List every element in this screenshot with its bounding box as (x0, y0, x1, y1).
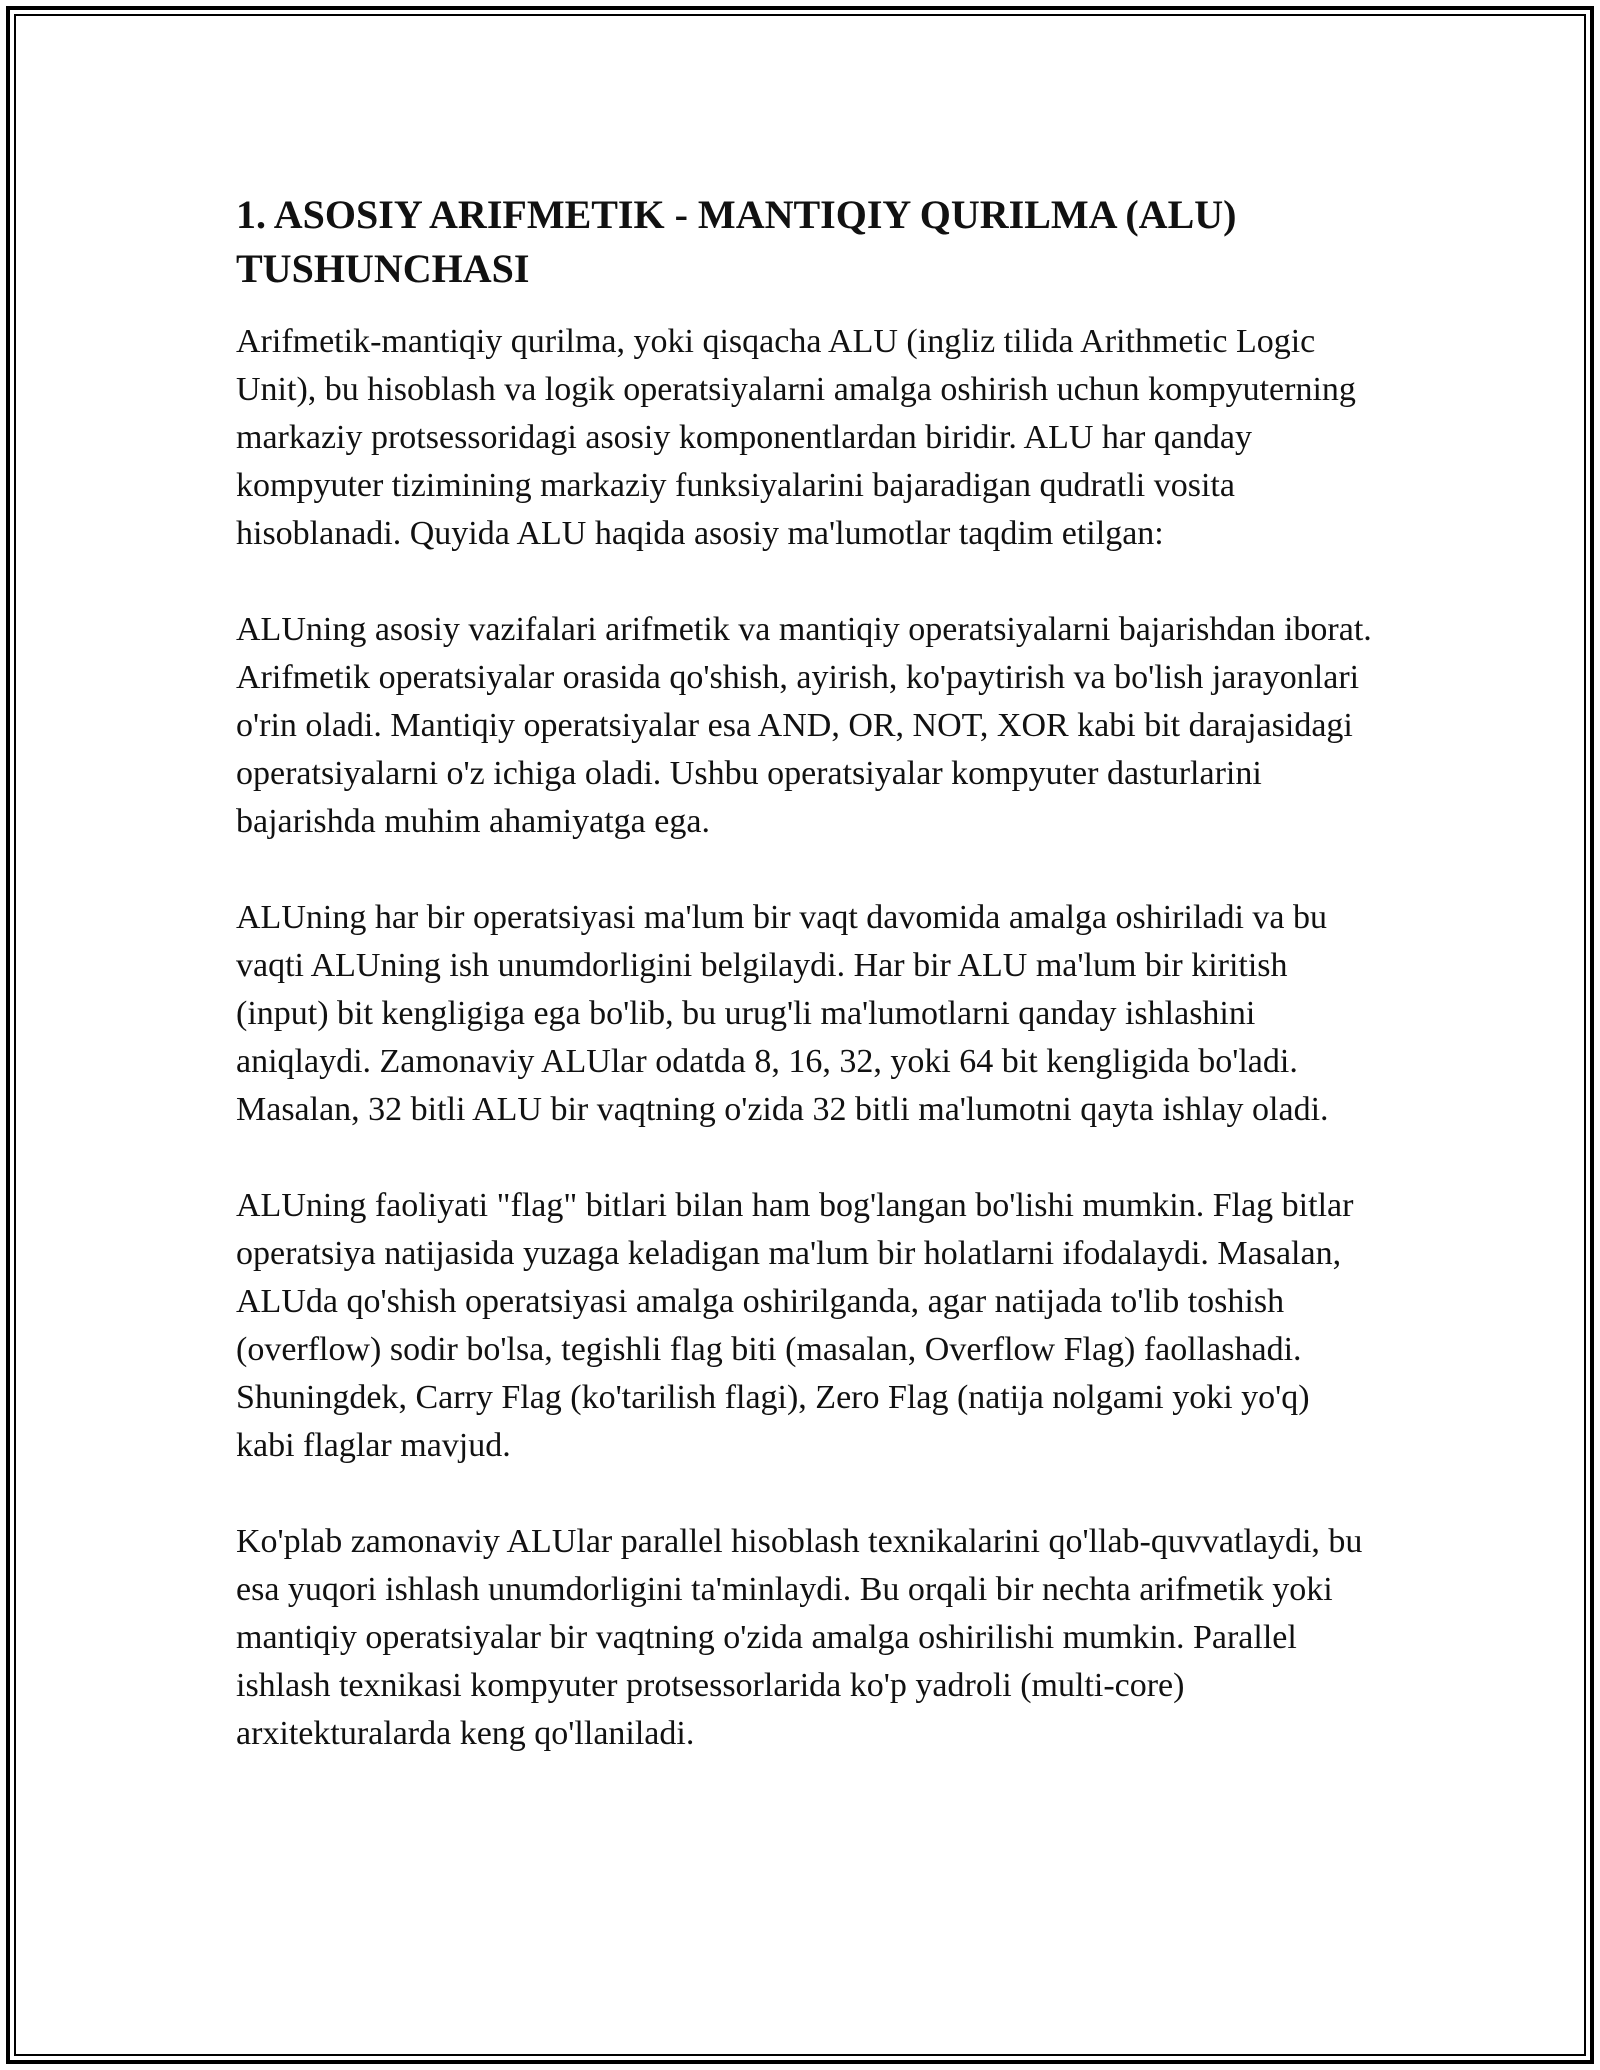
paragraph-alu-flags: ALUning faoliyati "flag" bitlari bilan ham bog'langan bo'lishi mumkin. Flag bitlar operatsiya natijasida yuzaga keladigan ma'lum bir holatlarni ifodalaydi. Masalan, ALUda qo'shish operatsiyasi amalga oshirilganda, agar natijada to'lib toshish (overflow) sodir bo'lsa, tegishli flag biti (masalan, Overflow Flag) faollashadi. Shuningdek, Carry Flag (ko'tarilish flagi), Zero Flag (natija nolgami yoki yo'q) kabi flaglar mavjud. (236, 1187, 1354, 1464)
document-body (236, 188, 1376, 1758)
section-heading: 1. ASOSIY ARIFMETIK - MANTIQIY QURILMA (ALU) TUSHUNCHASI (236, 192, 1237, 291)
paragraph-alu-functions: ALUning asosiy vazifalari arifmetik va mantiqiy operatsiyalarni bajarishdan iborat. Arifmetik operatsiyalar orasida qo'shish, ayirish, ko'paytirish va bo'lish jarayonlari o'rin oladi. Mantiqiy operatsiyalar esa AND, OR, NOT, XOR kabi bit darajasidagi operatsiyalarni o'z ichiga oladi. Ushbu operatsiyalar kompyuter dasturlarini bajarishda muhim ahamiyatga ega. (236, 611, 1372, 840)
paragraph-alu-bit-width: ALUning har bir operatsiyasi ma'lum bir vaqt davomida amalga oshiriladi va bu vaqti ALUning ish unumdorligini belgilaydi. Har bir ALU ma'lum bir kiritish (input) bit kengligiga ega bo'lib, bu urug'li ma'lumotlarni qanday ishlashini aniqlaydi. Zamonaviy ALUlar odatda 8, 16, 32, yoki 64 bit kengligida bo'ladi. Masalan, 32 bitli ALU bir vaqtning o'zida 32 bitli ma'lumotni qayta ishlay oladi. (236, 899, 1329, 1128)
paragraph-alu-definition: Arifmetik-mantiqiy qurilma, yoki qisqacha ALU (ingliz tilida Arithmetic Logic Unit), bu hisoblash va logik operatsiyalarni amalga oshirish uchun kompyuterning markaziy protsessoridagi asosiy komponentlardan biridir. ALU har qanday kompyuter tizimining markaziy funksiyalarini bajaradigan qudratli vosita hisoblanadi. Quyida ALU haqida asosiy ma'lumotlar taqdim etilgan: (236, 323, 1356, 552)
paragraph-alu-parallel: Ko'plab zamonaviy ALUlar parallel hisoblash texnikalarini qo'llab-quvvatlaydi, bu esa yuqori ishlash unumdorligini ta'minlaydi. Bu orqali bir nechta arifmetik yoki mantiqiy operatsiyalar bir vaqtning o'zida amalga oshirilishi mumkin. Parallel ishlash texnikasi kompyuter protsessorlarida ko'p yadroli (multi-core) arxitekturalarda keng qo'llaniladi. (236, 1523, 1363, 1752)
